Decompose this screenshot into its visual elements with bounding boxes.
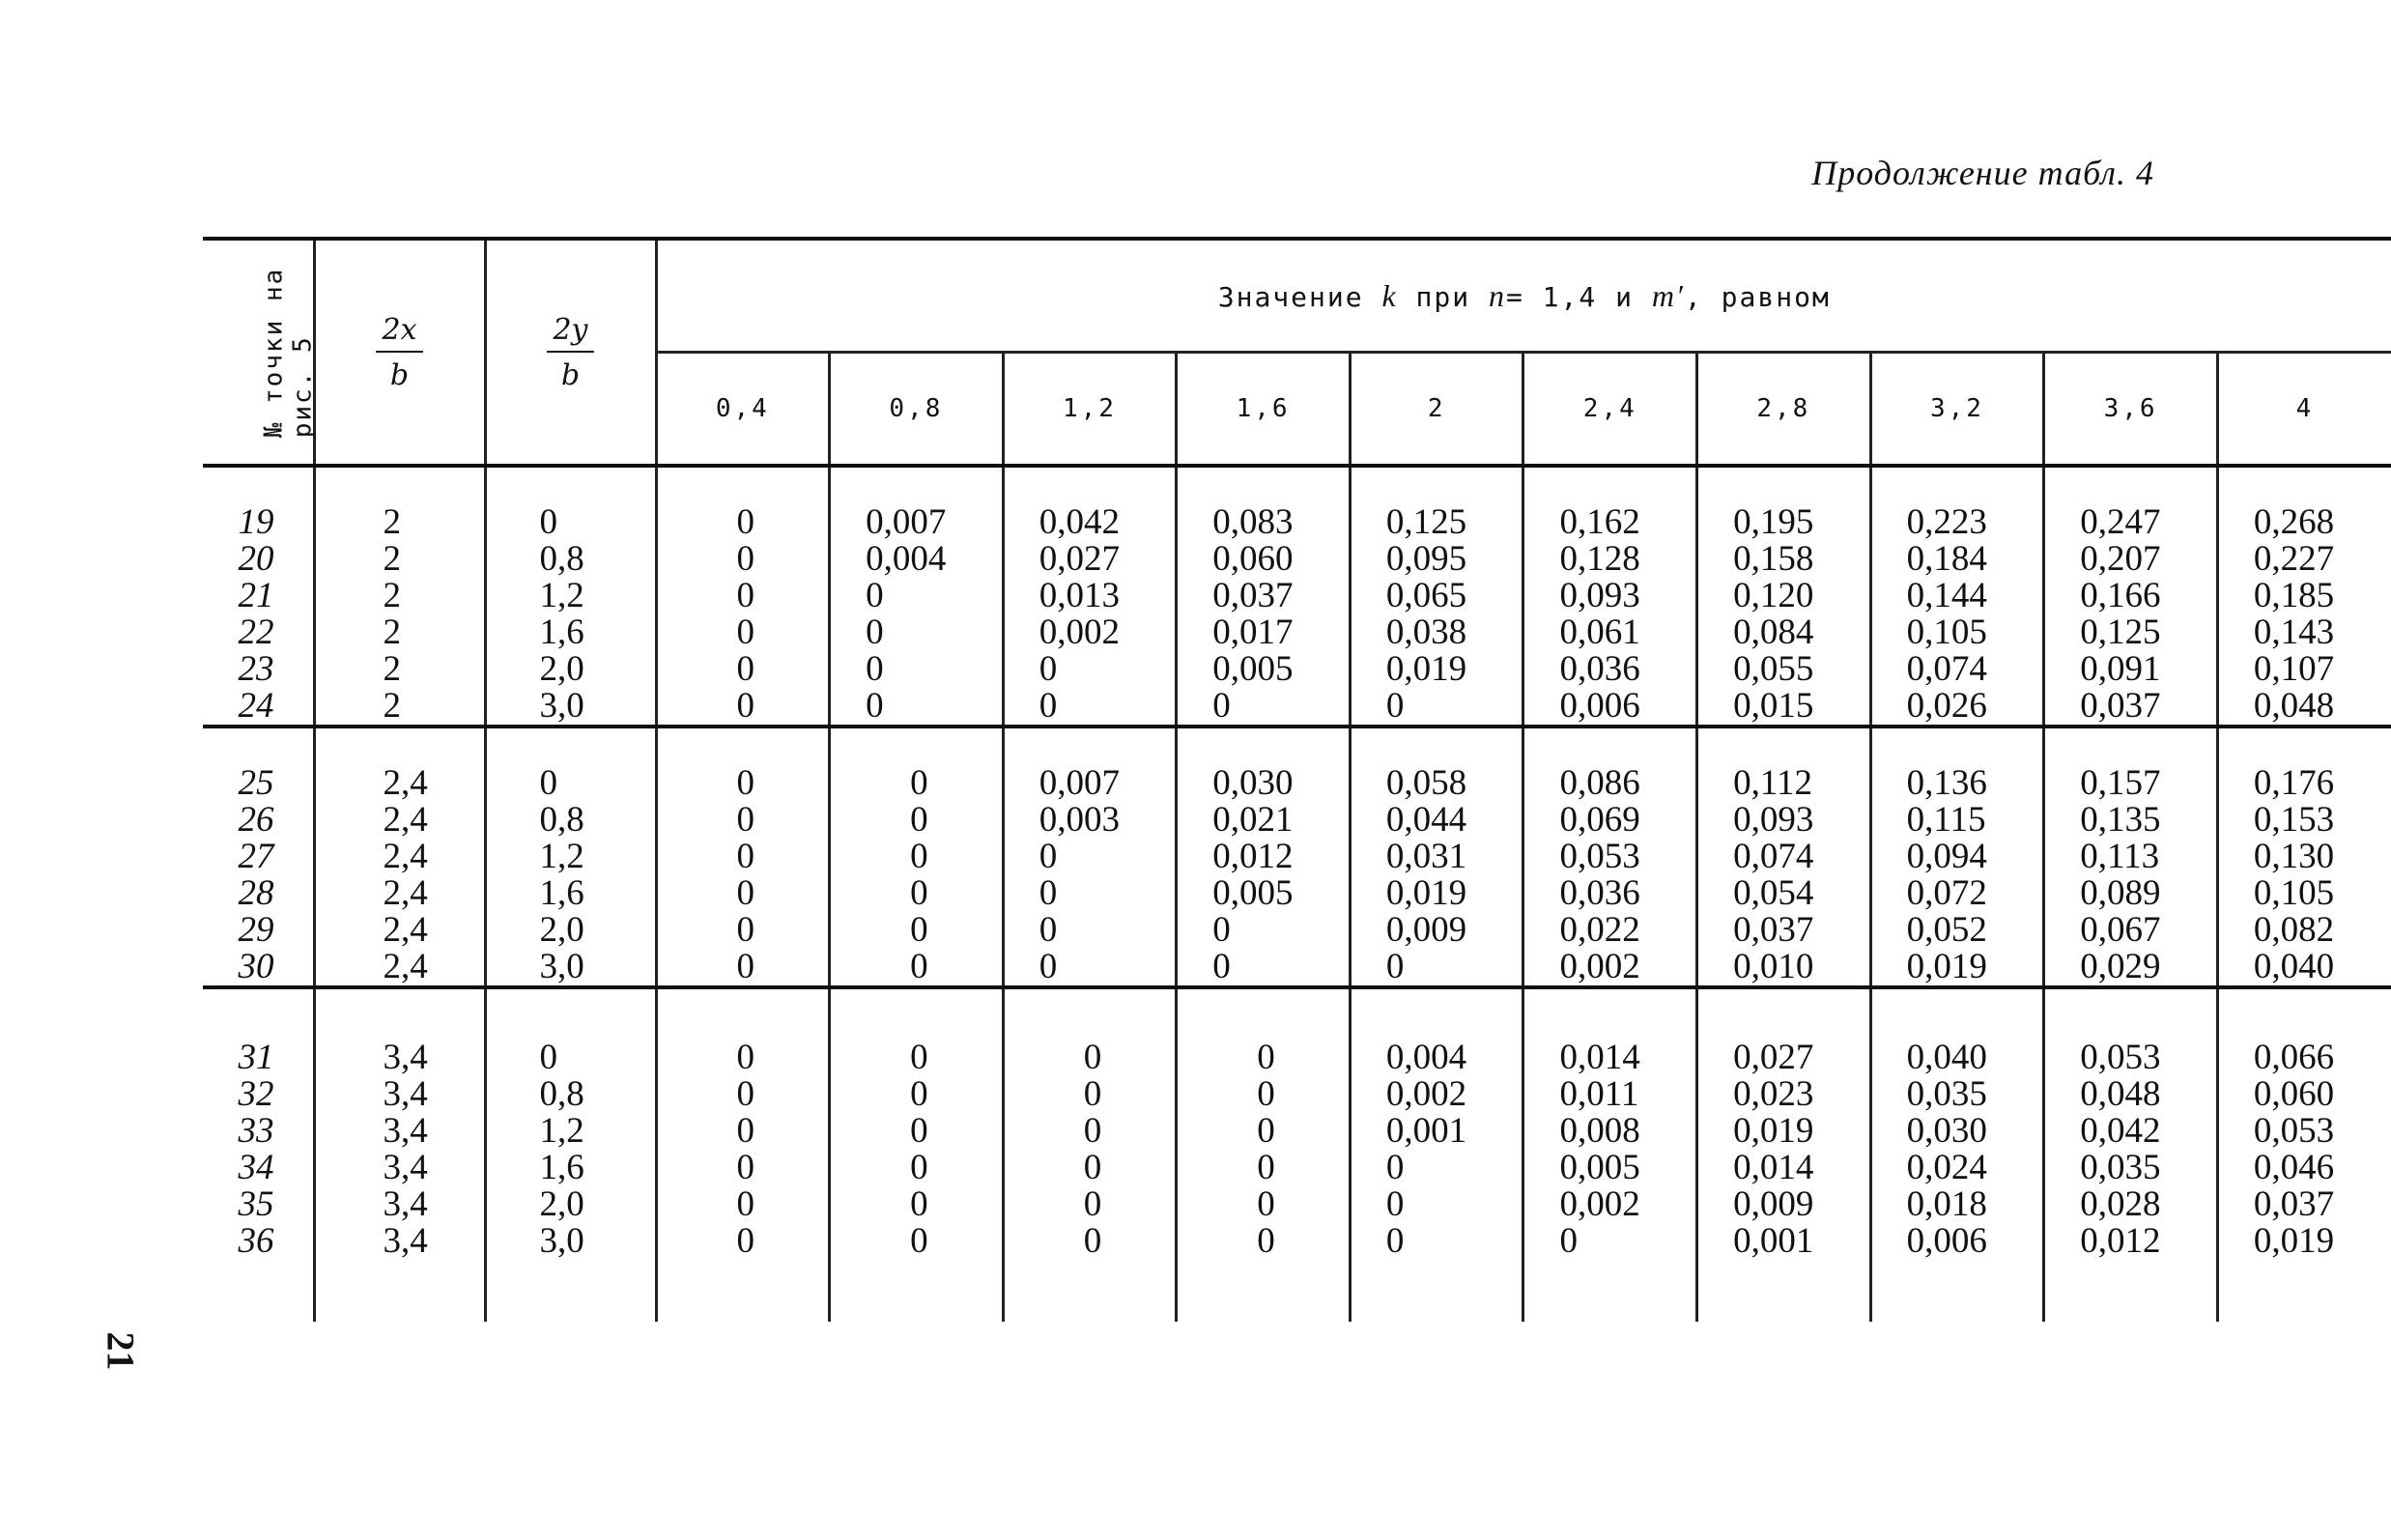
coefficient-table — [203, 237, 2391, 1322]
k-value-cell — [1003, 987, 1177, 1322]
table-cell: 2,4 — [383, 873, 428, 913]
table-cell: 0,093 — [1733, 800, 1814, 840]
ratio-2x-b-header — [314, 239, 485, 466]
table-cell: 0 — [910, 1074, 928, 1114]
k-value-cell — [1870, 987, 2044, 1322]
table-cell: 29 — [238, 910, 274, 950]
table-cell: 0,091 — [2080, 649, 2161, 689]
table-cell: 0 — [1385, 1221, 1405, 1261]
table-cell: 2,4 — [383, 910, 428, 950]
table-cell: 0 — [910, 1111, 928, 1151]
table-cell: 0 — [736, 576, 754, 615]
table-cell: 0,158 — [1733, 539, 1814, 579]
table-cell: 0,002 — [1039, 613, 1120, 652]
ratio-2x-numerator: 2x — [376, 313, 422, 353]
table-cell: 0,006 — [1559, 686, 1640, 726]
table-cell: 3,4 — [383, 1111, 428, 1151]
table-cell: 0,035 — [1906, 1074, 1987, 1114]
table-cell: 0,037 — [1212, 576, 1294, 615]
table-cell: 3,0 — [539, 686, 584, 726]
table-cell: 0,022 — [1559, 910, 1640, 950]
k-value-cell — [1003, 727, 1177, 987]
table-cell: 0,005 — [1212, 873, 1294, 913]
table-cell: 0,009 — [1385, 910, 1467, 950]
table-cell: 0,030 — [1906, 1111, 1987, 1151]
k-values-header: Значение k при n= 1,4 и m′, равном — [656, 239, 2391, 353]
table-cell: 0 — [1212, 686, 1231, 726]
table-cell: 0 — [1385, 947, 1405, 986]
table-cell: 0 — [736, 1038, 754, 1077]
table-cell: 0 — [736, 1184, 754, 1224]
table-cell: 0,115 — [1906, 800, 1986, 840]
table-cell: 0,008 — [1559, 1111, 1640, 1151]
table-cell: 0,8 — [539, 539, 584, 579]
point-number-cell — [203, 466, 314, 727]
table-cell: 0,8 — [539, 800, 584, 840]
table-cell: 0,002 — [1559, 947, 1640, 986]
table-row-group — [203, 987, 2391, 1322]
table-cell: 0,048 — [2253, 686, 2335, 726]
m-value-header: 1,2 — [1003, 353, 1177, 467]
table-cell: 0,040 — [2253, 947, 2335, 986]
table-cell: 0 — [910, 910, 928, 950]
table-cell: 0 — [736, 649, 754, 689]
table-cell: 0 — [910, 873, 928, 913]
table-cell: 0,005 — [1559, 1148, 1640, 1187]
table-cell: 0 — [1559, 1221, 1578, 1261]
table-cell: 0 — [1257, 1111, 1275, 1151]
table-cell: 0,017 — [1212, 613, 1294, 652]
table-cell: 0 — [539, 1038, 557, 1077]
table-cell: 0,037 — [1733, 910, 1814, 950]
table-cell: 0,074 — [1733, 837, 1814, 876]
table-cell: 1,2 — [539, 576, 584, 615]
table-cell: 0 — [736, 613, 754, 652]
table-cell: 0 — [736, 763, 754, 803]
table-cell: 0,023 — [1733, 1074, 1814, 1114]
table-cell: 0,019 — [1733, 1111, 1814, 1151]
m-value-header: 3,6 — [2044, 353, 2218, 467]
table-cell: 0 — [1039, 947, 1058, 986]
table-cell: 0 — [736, 910, 754, 950]
k-value-cell — [1350, 987, 1523, 1322]
table-cell: 0,046 — [2253, 1148, 2335, 1187]
table-cell: 31 — [238, 1038, 274, 1077]
table-cell: 0 — [736, 502, 754, 542]
table-cell: 1,2 — [539, 837, 584, 876]
table-cell: 0,136 — [1906, 763, 1987, 803]
table-cell: 0 — [1385, 686, 1405, 726]
table-cell: 3,0 — [539, 1221, 584, 1261]
table-cell: 2,4 — [383, 837, 428, 876]
table-cell: 0,035 — [2080, 1148, 2161, 1187]
k-value-cell — [2217, 987, 2391, 1322]
table-cell: 0,044 — [1385, 800, 1467, 840]
table-cell: 0,247 — [2080, 502, 2161, 542]
k-value-cell — [1523, 466, 1697, 727]
table-cell: 0,007 — [1039, 763, 1120, 803]
k-value-cell — [2217, 727, 2391, 987]
table-cell: 0,012 — [1212, 837, 1294, 876]
ratio-2y-b-header — [485, 239, 656, 466]
table-row-group — [203, 727, 2391, 987]
table-cell: 0 — [866, 649, 884, 689]
table-cell: 0 — [1212, 947, 1231, 986]
table-cell: 0,055 — [1733, 649, 1814, 689]
table-cell: 0,019 — [2253, 1221, 2335, 1261]
table-cell: 0,019 — [1385, 649, 1467, 689]
ratio-2y-numerator: 2y — [547, 313, 593, 353]
table-cell: 28 — [238, 873, 274, 913]
table-cell: 19 — [238, 502, 274, 542]
ratio-2y-cell — [485, 987, 656, 1322]
table-cell: 0,009 — [1733, 1184, 1814, 1224]
table-cell: 1,6 — [539, 873, 584, 913]
table-cell: 0,052 — [1906, 910, 1987, 950]
table-cell: 0 — [1039, 837, 1058, 876]
k-value-cell — [1697, 466, 1871, 727]
k-value-cell — [656, 987, 830, 1322]
table-cell: 0,066 — [2253, 1038, 2335, 1077]
table-cell: 0 — [910, 800, 928, 840]
table-cell: 21 — [238, 576, 274, 615]
table-cell: 27 — [238, 837, 274, 876]
table-cell: 2,4 — [383, 800, 428, 840]
k-value-cell — [1350, 727, 1523, 987]
table-cell: 0 — [866, 576, 884, 615]
k-value-cell — [830, 987, 1004, 1322]
table-cell: 0,195 — [1733, 502, 1814, 542]
table-cell: 0,184 — [1906, 539, 1987, 579]
table-cell: 0,001 — [1733, 1221, 1814, 1261]
table-cell: 0,086 — [1559, 763, 1640, 803]
table-cell: 0,037 — [2253, 1184, 2335, 1224]
k-value-cell — [830, 727, 1004, 987]
table-cell: 0,058 — [1385, 763, 1467, 803]
table-cell: 2,0 — [539, 910, 584, 950]
table-cell: 0,065 — [1385, 576, 1467, 615]
table-cell: 24 — [238, 686, 274, 726]
ratio-2x-cell — [314, 466, 485, 727]
table-cell: 0,005 — [1212, 649, 1294, 689]
table-cell: 0,061 — [1559, 613, 1640, 652]
table-row-group — [203, 466, 2391, 727]
table-cell: 0,026 — [1906, 686, 1987, 726]
table-cell: 0 — [539, 502, 557, 542]
table-cell: 0,185 — [2253, 576, 2335, 615]
table-cell: 0 — [1257, 1184, 1275, 1224]
table-cell: 0,040 — [1906, 1038, 1987, 1077]
table-cell: 0,002 — [1559, 1184, 1640, 1224]
table-cell: 0,094 — [1906, 837, 1987, 876]
table-cell: 0 — [1083, 1111, 1102, 1151]
table-cell: 0 — [1083, 1148, 1102, 1187]
k-value-cell — [2217, 466, 2391, 727]
table-cell: 0,093 — [1559, 576, 1640, 615]
table-cell: 0,105 — [2253, 873, 2335, 913]
m-value-header: 1,6 — [1177, 353, 1351, 467]
table-cell: 0 — [910, 763, 928, 803]
k-value-cell — [2044, 727, 2218, 987]
table-cell: 0,037 — [2080, 686, 2161, 726]
table-cell: 34 — [238, 1148, 274, 1187]
k-value-cell — [2044, 466, 2218, 727]
table-cell: 0 — [1385, 1184, 1405, 1224]
table-cell: 22 — [238, 613, 274, 652]
table-cell: 0,227 — [2253, 539, 2335, 579]
table-cell: 0,153 — [2253, 800, 2335, 840]
table-cell: 0,128 — [1559, 539, 1640, 579]
k-value-cell — [1523, 987, 1697, 1322]
table-cell: 0,8 — [539, 1074, 584, 1114]
k-value-cell — [830, 466, 1004, 727]
m-value-header: 3,2 — [1870, 353, 2044, 467]
table-cell: 0 — [736, 1111, 754, 1151]
k-value-cell — [1177, 987, 1351, 1322]
table-cell: 0 — [910, 1184, 928, 1224]
table-cell: 3,4 — [383, 1184, 428, 1224]
k-value-cell — [656, 727, 830, 987]
table-cell: 0 — [539, 763, 557, 803]
table-cell: 1,6 — [539, 1148, 584, 1187]
k-value-cell — [1697, 987, 1871, 1322]
table-cell: 0,042 — [1039, 502, 1120, 542]
table-cell: 2 — [383, 649, 401, 689]
table-cell: 0,006 — [1906, 1221, 1987, 1261]
table-cell: 0,069 — [1559, 800, 1640, 840]
table-cell: 0,060 — [2253, 1074, 2335, 1114]
table-cell: 0,031 — [1385, 837, 1467, 876]
table-cell: 0,105 — [1906, 613, 1987, 652]
table-cell: 0,082 — [2253, 910, 2335, 950]
table-cell: 2 — [383, 539, 401, 579]
table-cell: 0,120 — [1733, 576, 1814, 615]
k-value-cell — [1697, 727, 1871, 987]
table-cell: 0 — [1257, 1221, 1275, 1261]
k-value-cell — [1870, 727, 2044, 987]
table-cell: 0,011 — [1559, 1074, 1639, 1114]
table-cell: 0,135 — [2080, 800, 2161, 840]
table-cell: 3,4 — [383, 1038, 428, 1077]
table-cell: 0 — [1039, 649, 1058, 689]
table-cell: 2 — [383, 686, 401, 726]
ratio-2x-cell — [314, 727, 485, 987]
table-cell: 0,001 — [1385, 1111, 1467, 1151]
table-cell: 20 — [238, 539, 274, 579]
table-cell: 0,053 — [2080, 1038, 2161, 1077]
table-cell: 0,084 — [1733, 613, 1814, 652]
table-cell: 2,0 — [539, 649, 584, 689]
table-cell: 0,003 — [1039, 800, 1120, 840]
table-cell: 0,027 — [1733, 1038, 1814, 1077]
table-cell: 0,007 — [866, 502, 947, 542]
table-cell: 0,036 — [1559, 873, 1640, 913]
table-cell: 0,019 — [1906, 947, 1987, 986]
ratio-2x-cell — [314, 987, 485, 1322]
table-cell: 32 — [238, 1074, 274, 1114]
table-cell: 0,125 — [1385, 502, 1467, 542]
table-cell: 0,019 — [1385, 873, 1467, 913]
table-cell: 0,030 — [1212, 763, 1294, 803]
point-number-cell — [203, 987, 314, 1322]
table-cell: 0,162 — [1559, 502, 1640, 542]
table-cell: 0 — [866, 686, 884, 726]
table-cell: 23 — [238, 649, 274, 689]
table-cell: 0,002 — [1385, 1074, 1467, 1114]
table-cell: 0,054 — [1733, 873, 1814, 913]
table-cell: 2 — [383, 613, 401, 652]
table-cell: 0,143 — [2253, 613, 2335, 652]
table-cell: 33 — [238, 1111, 274, 1151]
table-cell: 0,268 — [2253, 502, 2335, 542]
table-cell: 0,095 — [1385, 539, 1467, 579]
table-cell: 2 — [383, 502, 401, 542]
table-cell: 0,038 — [1385, 613, 1467, 652]
table-cell: 0 — [1083, 1184, 1102, 1224]
k-value-cell — [1350, 466, 1523, 727]
table-cell: 0 — [736, 539, 754, 579]
table-cell: 30 — [238, 947, 274, 986]
table-cell: 0,014 — [1559, 1038, 1640, 1077]
table-cell: 0 — [736, 800, 754, 840]
m-value-header: 2,4 — [1523, 353, 1697, 467]
table-cell: 0,072 — [1906, 873, 1987, 913]
table-cell: 0,060 — [1212, 539, 1294, 579]
page-number: 21 — [99, 1331, 143, 1371]
table-cell: 0,028 — [2080, 1184, 2161, 1224]
m-value-header: 0,8 — [830, 353, 1004, 467]
k-value-cell — [1177, 727, 1351, 987]
table-cell: 0,053 — [2253, 1111, 2335, 1151]
table-cell: 0,089 — [2080, 873, 2161, 913]
table-cell: 0 — [910, 1148, 928, 1187]
table-cell: 1,2 — [539, 1111, 584, 1151]
table-cell: 0 — [866, 613, 884, 652]
table-cell: 0,004 — [1385, 1038, 1467, 1077]
table-cell: 0 — [736, 873, 754, 913]
k-value-cell — [1523, 727, 1697, 987]
point-number-header-line1: № точки на — [259, 267, 289, 438]
table-cell: 0 — [910, 947, 928, 986]
table-cell: 0,083 — [1212, 502, 1294, 542]
table-cell: 0,021 — [1212, 800, 1294, 840]
table-cell: 0 — [1083, 1221, 1102, 1261]
table-cell: 3,0 — [539, 947, 584, 986]
k-value-cell — [2044, 987, 2218, 1322]
table-cell: 0,144 — [1906, 576, 1987, 615]
table-cell: 0,010 — [1733, 947, 1814, 986]
table-cell: 3,4 — [383, 1221, 428, 1261]
table-cell: 0,074 — [1906, 649, 1987, 689]
m-value-header: 2 — [1350, 353, 1523, 467]
k-value-cell — [656, 466, 830, 727]
table-cell: 0 — [1039, 873, 1058, 913]
table-cell: 36 — [238, 1221, 274, 1261]
table-cell: 0,107 — [2253, 649, 2335, 689]
table-cell: 0 — [1257, 1148, 1275, 1187]
point-number-header-line2: рис. 5 — [288, 334, 318, 438]
table-cell: 0,067 — [2080, 910, 2161, 950]
table-cell: 2 — [383, 576, 401, 615]
table-cell: 0,014 — [1733, 1148, 1814, 1187]
table-cell: 0 — [910, 1038, 928, 1077]
ratio-2y-cell — [485, 727, 656, 987]
table-cell: 2,4 — [383, 947, 428, 986]
table-cell: 0,036 — [1559, 649, 1640, 689]
table-cell: 0,125 — [2080, 613, 2161, 652]
table-cell: 0,207 — [2080, 539, 2161, 579]
m-value-header: 2,8 — [1697, 353, 1871, 467]
point-number-cell — [203, 727, 314, 987]
table-cell: 0,053 — [1559, 837, 1640, 876]
table-cell: 0 — [736, 1074, 754, 1114]
table-cell: 0,027 — [1039, 539, 1120, 579]
m-value-header: 4 — [2217, 353, 2391, 467]
table-cell: 0,018 — [1906, 1184, 1987, 1224]
table-cell: 2,4 — [383, 763, 428, 803]
table-cell: 0,048 — [2080, 1074, 2161, 1114]
ratio-2y-denominator: b — [560, 357, 581, 392]
table-cell: 0,166 — [2080, 576, 2161, 615]
table-cell: 0,157 — [2080, 763, 2161, 803]
table-cell: 0,029 — [2080, 947, 2161, 986]
table-cell: 0 — [1385, 1148, 1405, 1187]
table-cell: 3,4 — [383, 1074, 428, 1114]
table-cell: 0 — [1257, 1074, 1275, 1114]
table-cell: 26 — [238, 800, 274, 840]
table-cell: 0 — [910, 1221, 928, 1261]
table-cell: 0 — [736, 1221, 754, 1261]
table-cell: 0,042 — [2080, 1111, 2161, 1151]
table-continued-caption: Продолжение табл. 4 — [1811, 154, 2154, 192]
table-cell: 0,223 — [1906, 502, 1987, 542]
table-cell: 0,004 — [866, 539, 947, 579]
table-cell: 25 — [238, 763, 274, 803]
table-cell: 0 — [736, 947, 754, 986]
table-cell: 0 — [1212, 910, 1231, 950]
table-cell: 0,013 — [1039, 576, 1120, 615]
table-cell: 0 — [1257, 1038, 1275, 1077]
k-value-cell — [1870, 466, 2044, 727]
m-value-header: 0,4 — [656, 353, 830, 467]
table-cell: 0 — [1039, 686, 1058, 726]
table-cell: 3,4 — [383, 1148, 428, 1187]
ratio-2y-cell — [485, 466, 656, 727]
table-cell: 0,012 — [2080, 1221, 2161, 1261]
point-number-header — [203, 239, 318, 466]
k-value-cell — [1003, 466, 1177, 727]
table-cell: 0 — [1039, 910, 1058, 950]
ratio-2x-denominator: b — [389, 357, 410, 392]
table-cell: 0 — [1083, 1038, 1102, 1077]
table-cell: 0,130 — [2253, 837, 2335, 876]
table-cell: 0 — [736, 686, 754, 726]
table-cell: 35 — [238, 1184, 274, 1224]
table-cell: 0,024 — [1906, 1148, 1987, 1187]
table-cell: 0,176 — [2253, 763, 2335, 803]
table-cell: 0,015 — [1733, 686, 1814, 726]
k-value-cell — [1177, 466, 1351, 727]
table-cell: 0 — [736, 1148, 754, 1187]
table-cell: 0 — [1083, 1074, 1102, 1114]
table-cell: 0,112 — [1733, 763, 1812, 803]
table-cell: 2,0 — [539, 1184, 584, 1224]
table-cell: 0 — [910, 837, 928, 876]
table-cell: 0,113 — [2080, 837, 2160, 876]
table-cell: 0 — [736, 837, 754, 876]
table-cell: 1,6 — [539, 613, 584, 652]
